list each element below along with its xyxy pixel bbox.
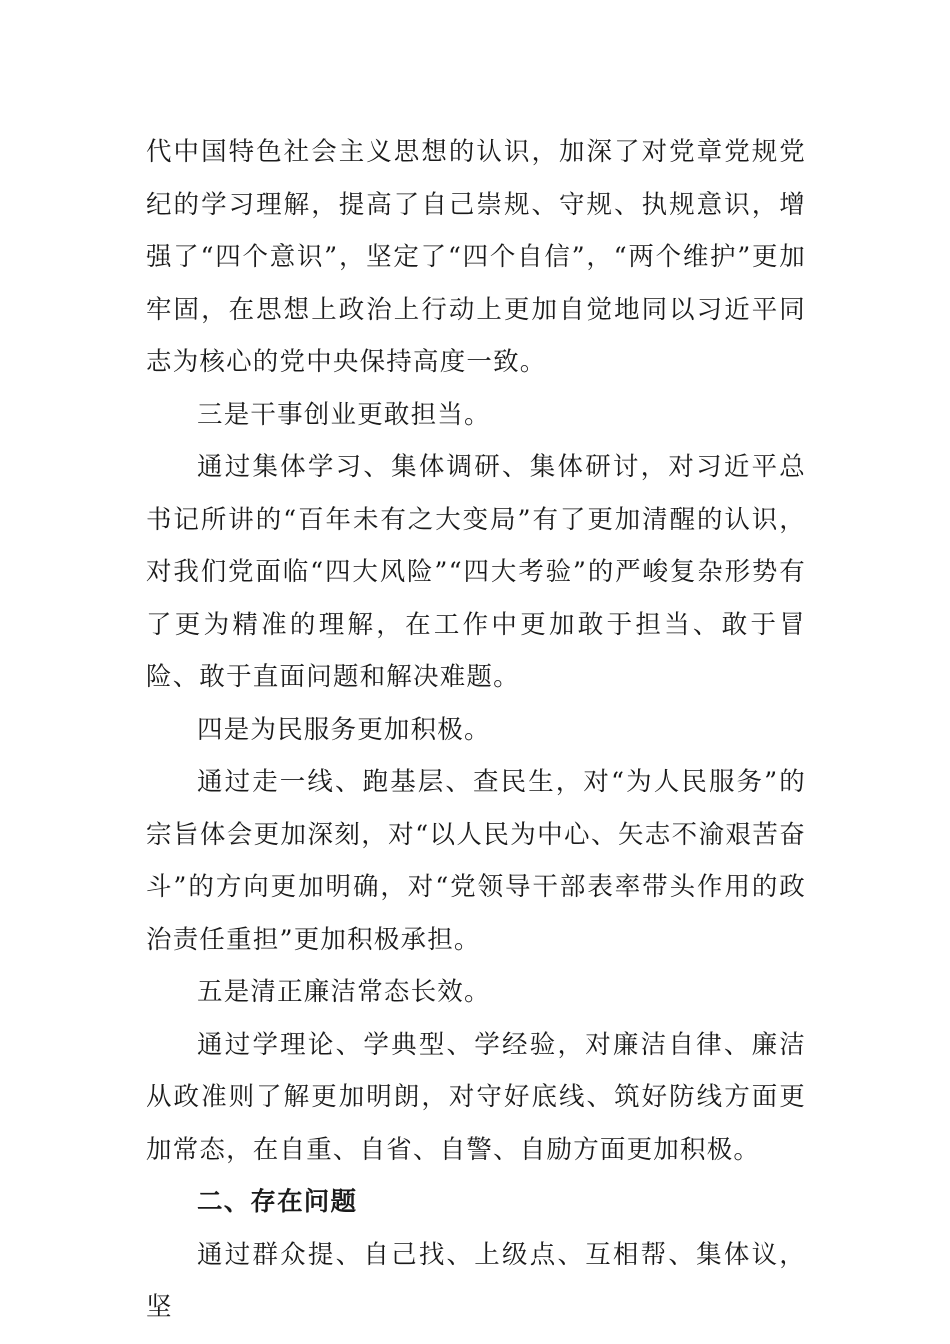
section-heading: 二、存在问题	[197, 1187, 358, 1217]
document-body	[146, 126, 806, 1334]
subheading-three: 三是干事创业更敢担当。	[197, 399, 491, 430]
paragraph: 通过走一线、跑基层、查民生，对“为人民服务”的宗旨体会更加深刻，对“以人民为中心、矢志不渝艰苦奋斗”的方向更加明确，对“党领导干部表率带头作用的政治责任重担”更加积极承担。	[146, 767, 806, 955]
subheading-five: 五是清正廉洁常态长效。	[197, 977, 491, 1007]
paragraph-continued: 代中国特色社会主义思想的认识，加深了对党章党规党纪的学习理解，提高了自己崇规、守规、执规意识，增强了“四个意识”，坚定了“四个自信”，“两个维护”更加牢固，在思想上政治上行动上更加自觉地同以习近平同志为核心的党中央保持高度一致。	[146, 137, 806, 377]
paragraph: 通过学理论、学典型、学经验，对廉洁自律、廉洁从政准则了解更加明朗，对守好底线、筑好防线方面更加常态，在自重、自省、自警、自励方面更加积极。	[146, 1029, 806, 1165]
subheading-four: 四是为民服务更加积极。	[197, 714, 491, 745]
paragraph: 通过集体学习、集体调研、集体研讨，对习近平总书记所讲的“百年未有之大变局”有了更加清醒的认识，对我们党面临“四大风险”“四大考验”的严峻复杂形势有了更为精准的理解，在工作中更加敢于担当、敢于冒险、敢于直面问题和解决难题。	[146, 452, 806, 692]
paragraph: 通过群众提、自己找、上级点、互相帮、集体议，坚	[146, 1239, 806, 1322]
